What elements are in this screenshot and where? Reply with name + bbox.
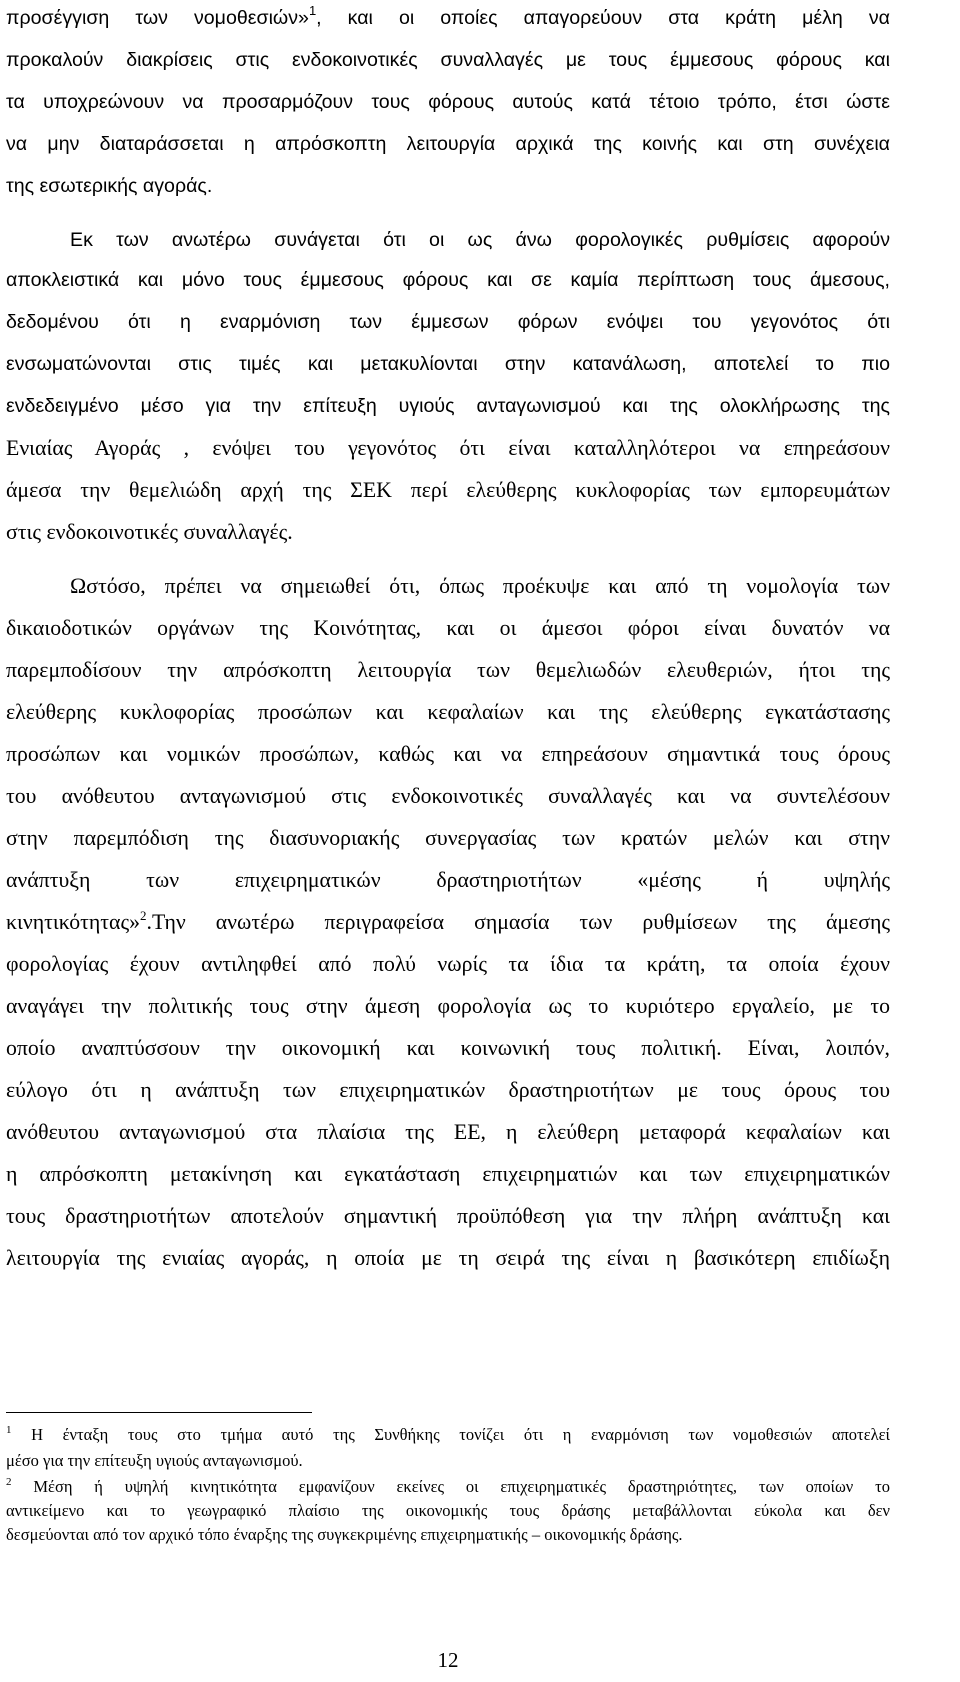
text-line: η απρόσκοπτη μετακίνηση και εγκατάσταση επιχειρηματιών και των επιχειρηματικών (6, 1162, 890, 1186)
text-line: λειτουργία της ενιαίας αγοράς, η οποία με τη σειρά της είναι η βασικότερη επιδίωξη (6, 1246, 890, 1270)
text-line: ανόθευτου ανταγωνισμού στα πλαίσια της ΕΕ, η ελεύθερη μεταφορά κεφαλαίων και (6, 1120, 890, 1144)
text-line: αποκλειστικά και μόνο τους έμμεσους φόρους και σε καμία περίπτωση τους άμεσους, (6, 269, 890, 291)
text-line: Ωστόσο, πρέπει να σημειωθεί ότι, όπως προέκυψε και από τη νομολογία των (70, 574, 890, 598)
footnote-2-cont: αντικείμενο και το γεωγραφικό πλαίσιο της οικονομικής τους δράσης μεταβάλλονται εύκολα και δεν (6, 1501, 890, 1520)
footnote-ref-2: 2 (140, 908, 147, 923)
text-line: οποίο αναπτύσσουν την οικονομική και κοινωνική τους πολιτική. Είναι, λοιπόν, (6, 1036, 890, 1060)
text-line: ενδεδειγμένο μέσο για την επίτευξη υγιούς ανταγωνισμού και της ολοκλήρωσης της (6, 395, 890, 417)
text-line: ενσωματώνονται στις τιμές και μετακυλίονται στην κατανάλωση, αποτελεί το πιο (6, 353, 890, 375)
text-line: στις ενδοκοινοτικές συναλλαγές. (6, 520, 293, 544)
text-line: ανάπτυξη των επιχειρηματικών δραστηριοτήτων «μέσης ή υψηλής (6, 868, 890, 892)
text-line: του ανόθευτου ανταγωνισμού στις ενδοκοινοτικές συναλλαγές και να συντελέσουν (6, 784, 890, 808)
page-number: 12 (437, 1648, 459, 1672)
text-line: στην παρεμπόδιση της διασυνοριακής συνεργασίας των κρατών μελών και στην (6, 826, 890, 850)
text-line: ελεύθερης κυκλοφορίας προσώπων και κεφαλαίων και της ελεύθερης εγκατάστασης (6, 700, 890, 724)
text-line: άμεσα την θεμελιώδη αρχή της ΣΕΚ περί ελεύθερης κυκλοφορίας των εμπορευμάτων (6, 478, 890, 502)
text-line: εύλογο ότι η ανάπτυξη των επιχειρηματικών δραστηριοτήτων με τους όρους του (6, 1078, 890, 1102)
footnote-1-cont: μέσο για την επίτευξη υγιούς ανταγωνισμού. (6, 1451, 303, 1470)
text-line: κινητικότητας»$^2$.Την ανωτέρω περιγραφείσα σημασία των ρυθμίσεων της άμεσης (6, 908, 890, 934)
text-line: της εσωτερικής αγοράς. (6, 175, 213, 197)
text-line: αναγάγει την πολιτικής τους στην άμεση φορολογία ως το κυριότερο εργαλείο, με το (6, 994, 890, 1018)
text-line: να μην διαταράσσεται η απρόσκοπτη λειτουργία αρχικά της κοινής και στη συνέχεια (6, 133, 890, 155)
text-line: τα υποχρεώνουν να προσαρμόζουν τους φόρους αυτούς κατά τέτοιο τρόπο, έτσι ώστε (6, 91, 890, 113)
text-line: προσέγγιση των νομοθεσιών»$^1$, και οι οποίες απαγορεύουν στα κράτη μέλη να (6, 3, 890, 29)
text-line: δεδομένου ότι η εναρμόνιση των έμμεσων φόρων ενόψει του γεγονότος ότι (6, 311, 890, 333)
text-line: προσώπων και νομικών προσώπων, καθώς και να επηρεάσουν σημαντικά τους όρους (6, 742, 890, 766)
footnote-2-cont: δεσμεύονται από τον αρχικό τόπο έναρξης της συγκεκριμένης επιχειρηματικής – οικονομικής δράσης. (6, 1525, 683, 1544)
text-line: Ενιαίας Αγοράς , ενόψει του γεγονότος ότι είναι καταλληλότεροι να επηρεάσουν (6, 436, 890, 460)
text-line: προκαλούν διακρίσεις στις ενδοκοινοτικές συναλλαγές με τους έμμεσους φόρους και (6, 49, 890, 71)
footnote-1: $^1$ Η ένταξη τους στο τμήμα αυτό της Συνθήκης τονίζει ότι η εναρμόνιση των νομοθεσιών αποτελεί (6, 1424, 890, 1444)
text-line: φορολογίας έχουν αντιληφθεί από πολύ νωρίς τα ίδια τα κράτη, τα οποία έχουν (6, 952, 890, 976)
text-line: Εκ των ανωτέρω συνάγεται ότι οι ως άνω φορολογικές ρυθμίσεις αφορούν (70, 229, 890, 251)
footnote-ref-1: 1 (308, 3, 317, 18)
footnote-2: $^2$ Μέση ή υψηλή κινητικότητα εμφανίζουν εκείνες οι επιχειρηματικές δραστηριότητες, των οποίων το (6, 1476, 890, 1496)
text-line: παρεμποδίσουν την απρόσκοπτη λειτουργία των θεμελιωδών ελευθεριών, ήτοι της (6, 658, 890, 682)
footnote-separator (6, 1412, 312, 1413)
text-line: δικαιοδοτικών οργάνων της Κοινότητας, και οι άμεσοι φόροι είναι δυνατόν να (6, 616, 890, 640)
text-line: τους δραστηριοτήτων αποτελούν σημαντική προϋπόθεση για την πλήρη ανάπτυξη και (6, 1204, 890, 1228)
